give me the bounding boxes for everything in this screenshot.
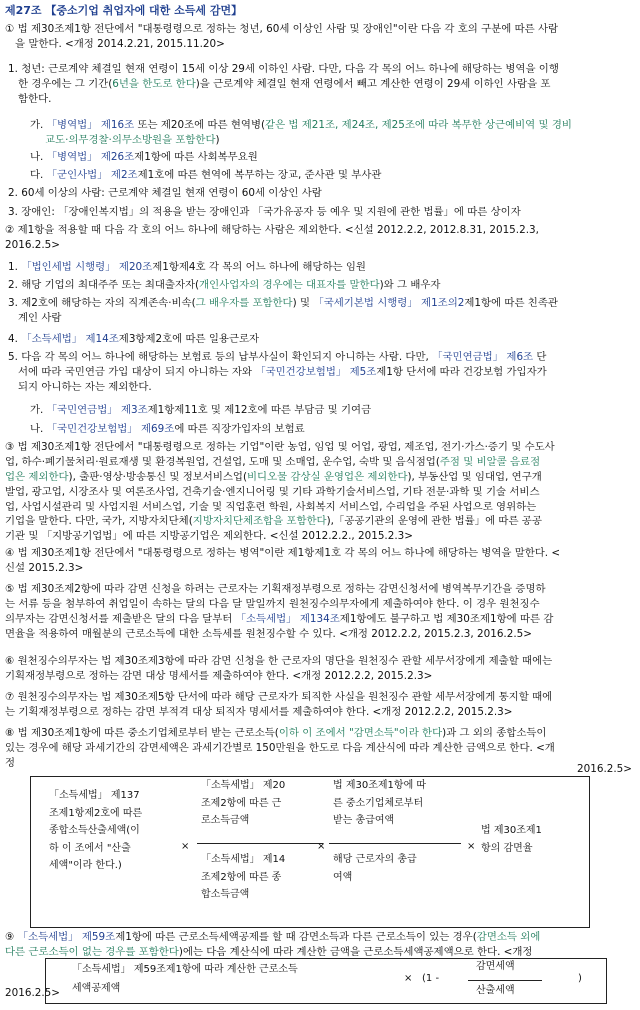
p1-item1-ga: [30, 118, 630, 148]
formula2-denominator: 산출세액: [476, 985, 515, 996]
law-link[interactable]: 「소득세법」: [21, 333, 83, 345]
p1-item-2: 2. 60세 이상의 사람: 근로계약 체결일 현재 연령이 60세 이상인 사람: [8, 187, 322, 199]
p8-date: 2016.2.5>: [577, 763, 632, 775]
paragraph-5: ⑤ 법 제30조제2항에 따라 감면 신청을 하려는 근로자는 기획재정부령으로 정하는 감면신청서에 병역복무기간을 증명하 는 서류 등을 첨부하여 취업일이 속하는 달의 다음 달 말일까지 원천징수의무자에게 제출하여야 한다. 이 경우 원천징수 의무자는 감면신청서를 제출받은 달의 다음 달부터 「소득세법」 제134조제1항에도 불구하고 법 제30조제1항에 따른 감 면율을 적용하여 매월분의 근로소득에 대한 소득세를 원천징수할 수 있다. <개정 2012.2.2, 2015.2.3, 2016.2.5>: [5, 583, 554, 640]
fraction-line: [197, 843, 323, 844]
formula1-den1: 「소득세법」 제14 조제2항에 따른 종 합소득금액: [201, 854, 286, 900]
law-link[interactable]: 「국민건강보험법」: [46, 423, 138, 435]
paragraph-6: ⑥ 원천징수의무자는 법 제30조제3항에 따라 감면 신청을 한 근로자의 명단을 원천징수 관할 세무서장에게 제출할 때에는 기획재정부령으로 정하는 감면 대상 명세서를 제출하여야 한다. <개정 2012.2.2, 2015.2.3>: [5, 655, 553, 682]
paragraph-8: ⑧ 법 제30조제1항에 따른 중소기업체로부터 받는 근로소득(이하 이 조에서 "감면소득"이라 한다)과 그 외의 종합소득이 있는 경우에 해당 과세기간의 감면세액은 과세기간별로 150만원을 한도로 다음 계산식에 따라 계산한 금액으로 한다. <개 정: [5, 727, 555, 769]
times-symbol: ×: [467, 841, 476, 852]
p2-item-3: 3. 제2호에 해당하는 자의 직계존속·비속(그 배우자를 포함한다) 및 「국세기본법 시행령」 제1조의2제1항에 따른 친족관 계인 사람: [8, 297, 558, 324]
times-symbol: ×: [404, 973, 413, 984]
p1-intro-line2: 을 말한다. <개정 2014.2.21, 2015.11.20>: [15, 37, 225, 50]
formula-box-2: [45, 958, 607, 1004]
formula2-open: (1 -: [422, 973, 440, 984]
law-link[interactable]: 「국민건강보험법」: [255, 365, 347, 378]
fraction-line: [329, 843, 461, 844]
law-link[interactable]: 「소득세법」: [17, 931, 79, 943]
article-link[interactable]: 제69조: [141, 423, 175, 435]
p1-item1-na: 나. 「병역법」 제26조제1항에 따른 사회복무요원: [30, 151, 258, 163]
article-link[interactable]: 제6조: [506, 351, 534, 363]
p9-date: 2016.2.5>: [5, 987, 60, 999]
paragraph-7: ⑦ 원천징수의무자는 법 제30조제5항 단서에 따라 해당 근로자가 퇴직한 사실을 원천징수 관할 세무서장에게 통지할 때에 는 기획재정부령으로 정하는 감면 부적격 대상 퇴직자 명세서를 제출하여야 한다. <개정 2012.2.2, 2015.2.3>: [5, 691, 553, 718]
law-link[interactable]: 「병역법」: [46, 151, 98, 163]
p1-intro-line1: ① 법 제30조제1항 전단에서 "대통령령으로 정하는 청년, 60세 이상인 사람 및 장애인"이란 다음 각 호의 구분에 따른 사람: [5, 23, 559, 35]
article-link[interactable]: 제134조: [299, 612, 340, 625]
article-link[interactable]: 제1조의2: [421, 297, 465, 309]
p1-item-3: 3. 장애인: 「장애인복지법」의 적용을 받는 장애인과 「국가유공자 등 예우 및 지원에 관한 법률」에 따른 상이자: [8, 206, 521, 218]
fraction-line: [468, 980, 542, 981]
formula-box-1: [30, 776, 590, 928]
law-link[interactable]: 「국민연금법」: [432, 351, 504, 363]
formula2-numerator: 감면세액: [476, 961, 515, 972]
article-link[interactable]: 제3조: [120, 404, 148, 416]
p1-ga-line2: 교도·의무경찰·의무소방원을 포함한다): [45, 133, 220, 146]
p2-item5-na: 나. 「국민건강보험법」 제69조에 따른 직장가입자의 보험료: [30, 423, 305, 435]
paragraph-4: ④ 법 제30조제1항 전단에서 "대통령령으로 정하는 병역"이란 제1항제1호 각 목의 어느 하나에 해당하는 병역을 말한다. < 신설 2015.2.3>: [5, 547, 561, 574]
article-link[interactable]: 제14조: [85, 333, 119, 345]
formula1-right: 법 제30조제1 항의 감면율: [481, 825, 542, 854]
law-link[interactable]: 「소득세법」: [235, 612, 297, 625]
law-link[interactable]: 「법인세법 시행령」: [21, 261, 116, 273]
formula1-num1: 「소득세법」 제20 조제2항에 따른 근 로소득금액: [201, 780, 286, 826]
law-link[interactable]: 「군인사법」: [46, 169, 108, 181]
article-link[interactable]: 제59조: [81, 931, 116, 943]
times-symbol: ×: [317, 841, 326, 852]
paragraph-2: ② 제1항을 적용할 때 다음 각 호의 어느 하나에 해당하는 사람은 제외한다. <신설 2012.2.2, 2012.8.31, 2015.2.3, 2016.2.5>: [5, 224, 539, 251]
article-link[interactable]: 제5조: [349, 365, 377, 378]
p1-item1-line2: 한 경우에는 그 기간(6년을 한도로 한다)을 근로계약 체결일 현재 연령에서 빼고 계산한 연령이 29세 이하인 사람을 포: [18, 77, 551, 90]
paragraph-9: ⑨ 「소득세법」 제59조제1항에 따른 근로소득세액공제를 할 때 감면소득과 다른 근로소득이 있는 경우(감면소득 외에 다른 근로소득이 없는 경우를 포함한다)에는 다음 계산식에 따라 계산한 금액을 근로소득세액공제액으로 한다. <개정: [5, 931, 541, 958]
paragraph-1: [5, 22, 631, 52]
p1-item1-da: 다. 「군인사법」 제2조제1호에 따른 현역에 복무하는 장교, 준사관 및 부사관: [30, 169, 382, 181]
paragraph-3: ③ 법 제30조제1항 전단에서 "대통령령으로 정하는 기업"이란 농업, 임업 및 어업, 광업, 제조업, 전기·가스·증기 및 수도사 업, 하수·폐기물처리·원료재생 및 환경복원업, 건설업, 도매 및 소매업, 운수업, 숙박 및 음식점업(주점 및 비알콜 음료점 업은 제외한다), 출판·영상·방송통신 및 정보서비스업(비디오물 감상실 운영업은 제외한다), 부동산업 및 임대업, 연구개 발업, 광고업, 시장조사 및 여론조사업, 건축기술·엔지니어링 및 기타 과학기술서비스업, 기타 전문·과학 및 기술 서비스 업, 사업시설관리 및 사업지원 서비스업, 기술 및 직업훈련 학원, 사회복지 서비스업, 수리업을 주된 사업으로 영위하는 기업을 말한다. 다만, 국가, 지방자치단체(지방자치단체조합을 포함한다),「공공기관의 운영에 관한 법률」에 따른 공공 기관 및 「지방공기업법」에 따른 지방공기업은 제외한다. <신설 2012.2.2., 2015.2.3>: [5, 441, 555, 543]
law-link[interactable]: 「국세기본법 시행령」: [313, 297, 418, 309]
law-link[interactable]: 「국민연금법」: [46, 404, 118, 416]
article-link[interactable]: 제16조: [100, 119, 135, 131]
law-link[interactable]: 「병역법」: [46, 119, 98, 131]
times-symbol: ×: [181, 841, 190, 852]
p2-item-1: 1. 「법인세법 시행령」 제20조제1항제4호 각 목의 어느 하나에 해당하는 임원: [8, 261, 366, 273]
p2-item-5: 5. 다음 각 목의 어느 하나에 해당하는 보험료 등의 납부사실이 확인되지 아니하는 사람. 다만, 「국민연금법」 제6조 단 서에 따라 국민연금 가입 대상이 되지 아니하는 자와 「국민건강보험법」 제5조제1항 단서에 따라 건강보험 가입자가 되지 아니하는 자는 제외한다.: [8, 351, 547, 393]
formula1-num2: 법 제30조제1항에 따 른 중소기업체로부터 받는 총급여액: [333, 780, 427, 826]
article-title: 제27조 【중소기업 취업자에 대한 소득세 감면】: [5, 4, 243, 17]
formula2-close: ): [578, 973, 582, 984]
formula1-left: 「소득세법」 제137 조제1항제2호에 따른 종합소득산출세액(이 하 이 조에서 "산출 세액"이라 한다.): [49, 790, 143, 871]
p2-item-4: 4. 「소득세법」 제14조제3항제2호에 따른 일용근로자: [8, 333, 260, 345]
p1-item1-line3: 함한다.: [18, 92, 52, 105]
article-link[interactable]: 제2조: [110, 169, 138, 181]
p1-item-1: [8, 62, 631, 107]
formula2-left: 「소득세법」 제59조제1항에 따라 계산한 근로소득 세액공제액: [72, 964, 298, 994]
formula1-den2: 해당 근로자의 총급 여액: [333, 854, 417, 883]
p2-item-2: 2. 해당 기업의 최대주주 또는 최대출자자(개인사업자의 경우에는 대표자를 말한다)와 그 배우자: [8, 279, 441, 291]
article-link[interactable]: 제20조: [118, 261, 153, 273]
p1-ga-line1: 가. 「병역법」 제16조 또는 제20조에 따른 현역병(같은 법 제21조, 제24조, 제25조에 따라 복무한 상근예비역 및 경비: [30, 119, 572, 131]
p2-item5-ga: 가. 「국민연금법」 제3조제1항제11호 및 제12호에 따른 부담금 및 기여금: [30, 404, 372, 416]
article-link[interactable]: 제26조: [100, 151, 135, 163]
p1-item1-line1: 1. 청년: 근로계약 체결일 현재 연령이 15세 이상 29세 이하인 사람. 다만, 다음 각 목의 어느 하나에 해당하는 병역을 이행: [8, 63, 559, 75]
